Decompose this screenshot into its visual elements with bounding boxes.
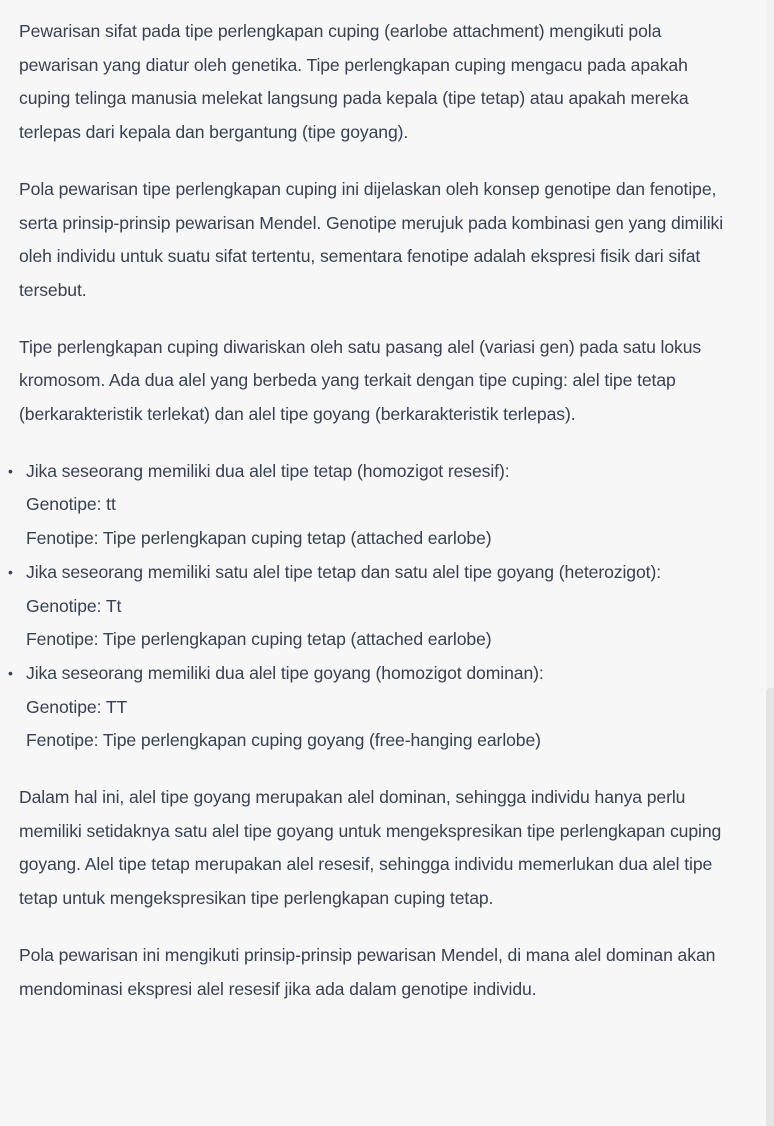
bullet-dot-icon: • bbox=[8, 563, 13, 580]
bullet-genotype: Genotipe: TT bbox=[26, 696, 128, 717]
bullet-heading: Jika seseorang memiliki satu alel tipe tetap dan satu alel tipe goyang (heterozigot): bbox=[26, 561, 662, 582]
genotype-bullet-list bbox=[8, 455, 739, 758]
bullet-genotype: Genotipe: Tt bbox=[26, 595, 122, 616]
bullet-genotype: Genotipe: tt bbox=[26, 494, 116, 515]
paragraph-dominance: Dalam hal ini, alel tipe goyang merupakan alel dominan, sehingga individu hanya perlu memiliki setidaknya satu alel tipe goyang untuk mengekspresikan tipe perlengkapan cuping goyang. Alel tipe tetap merupakan alel resesif, sehingga individu memerlukan dua alel tipe tetap untuk mengekspresikan tipe perlengkapan cuping tetap. bbox=[19, 787, 722, 909]
chat-response-text bbox=[8, 15, 739, 1029]
paragraph-genotype-phenotype: Pola pewarisan tipe perlengkapan cuping ini dijelaskan oleh konsep genotipe dan fenotipe, serta prinsip-prinsip pewarisan Mendel. Genotipe merujuk pada kombinasi gen yang dimiliki oleh individu untuk suatu sifat tertentu, sementara fenotipe adalah ekspresi fisik dari sifat tersebut. bbox=[19, 178, 724, 300]
bullet-phenotype: Fenotipe: Tipe perlengkapan cuping tetap (attached earlobe) bbox=[26, 528, 492, 549]
bullet-item-homozygous-recessive bbox=[8, 455, 739, 556]
bullet-dot-icon: • bbox=[8, 462, 13, 479]
bullet-phenotype: Fenotipe: Tipe perlengkapan cuping tetap (attached earlobe) bbox=[26, 629, 492, 650]
scroll-track[interactable] bbox=[766, 0, 774, 688]
scrollbar-thumb[interactable] bbox=[766, 688, 774, 1126]
paragraph-conclusion: Pola pewarisan ini mengikuti prinsip-prinsip pewarisan Mendel, di mana alel dominan akan mendominasi ekspresi alel resesif jika ada dalam genotipe individu. bbox=[19, 944, 716, 999]
bullet-item-heterozygous bbox=[8, 556, 739, 657]
bullet-heading: Jika seseorang memiliki dua alel tipe tetap (homozigot resesif): bbox=[26, 460, 510, 481]
paragraph-intro: Pewarisan sifat pada tipe perlengkapan cuping (earlobe attachment) mengikuti pola pewarisan yang diatur oleh genetika. Tipe perlengkapan cuping mengacu pada apakah cuping telinga manusia melekat langsung pada kepala (tipe tetap) atau apakah mereka terlepas dari kepala dan bergantung (tipe goyang). bbox=[19, 21, 689, 143]
paragraph-alleles: Tipe perlengkapan cuping diwariskan oleh satu pasang alel (variasi gen) pada satu lokus kromosom. Ada dua alel yang berbeda yang terkait dengan tipe cuping: alel tipe tetap (berkarakteristik terlekat) dan alel tipe goyang (berkarakteristik terlepas). bbox=[19, 336, 702, 425]
bullet-item-homozygous-dominant bbox=[8, 657, 739, 758]
bullet-heading: Jika seseorang memiliki dua alel tipe goyang (homozigot dominan): bbox=[26, 662, 544, 683]
bullet-phenotype: Fenotipe: Tipe perlengkapan cuping goyang (free-hanging earlobe) bbox=[26, 730, 541, 751]
bullet-dot-icon: • bbox=[8, 664, 13, 681]
